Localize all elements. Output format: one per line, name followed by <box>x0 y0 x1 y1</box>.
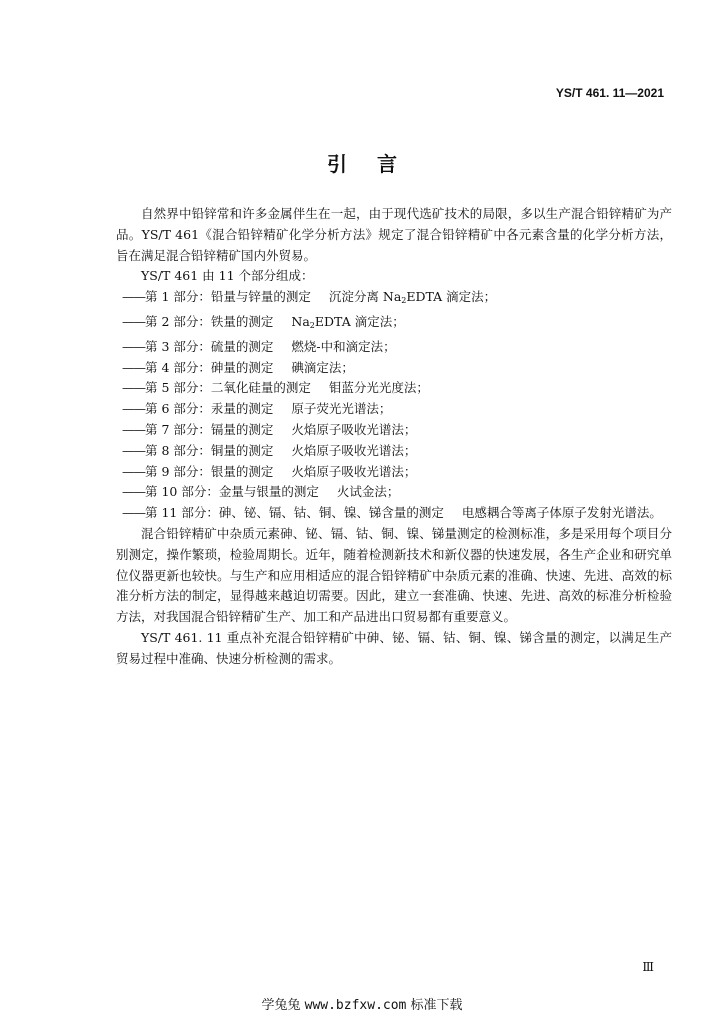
list-item <box>116 399 672 420</box>
list-item-method-subscript: 2 <box>309 320 315 330</box>
list-item-method: 火焰原子吸收光谱法； <box>291 421 417 437</box>
standard-number: YS/T 461. 11—2021 <box>555 86 664 100</box>
list-item-label: 第 4 部分：砷量的测定 <box>145 359 274 375</box>
footer <box>0 994 724 1013</box>
list-item-label: 第 2 部分：铁量的测定 <box>145 313 274 329</box>
document-body <box>116 204 672 670</box>
list-item <box>116 378 672 399</box>
list-item <box>116 462 672 483</box>
footer-url[interactable]: www.bzfxw.com <box>304 998 407 1013</box>
list-item <box>116 420 672 441</box>
list-item-label: 第 7 部分：镉量的测定 <box>145 421 274 437</box>
list-item-dash: —— <box>122 442 145 458</box>
list-item-dash: —— <box>122 289 145 305</box>
list-item-dash: —— <box>122 338 145 354</box>
list-item <box>116 358 672 379</box>
list-item-method-subscript: 2 <box>401 296 407 306</box>
page-title: 引言 <box>327 152 427 176</box>
list-item-method: 沉淀分离 Na <box>328 289 402 305</box>
list-item-label: 第 1 部分：铅量与锌量的测定 <box>145 289 311 305</box>
list-item-dash: —— <box>122 421 145 437</box>
paragraph-2: 混合铅锌精矿中杂质元素砷、铋、镉、钴、铜、镍、锑量测定的检测标准，多是采用每个项目分别测定，操作繁琐，检验周期长。近年，随着检测新技术和新仪器的快速发展，各生产企业和研究单位仪器更新也较快。与生产和应用相适应的混合铅锌精矿中杂质元素的准确、快速、先进、高效的标准分析方法的制定，显得越来越迫切需要。因此，建立一套准确、快速、先进、高效的标准分析检验方法，对我国混合铅锌精矿生产、加工和产品进出口贸易都有重要意义。 <box>116 525 672 625</box>
list-item-dash: —— <box>122 401 145 417</box>
list-item-method-suffix: EDTA 滴定法； <box>406 289 497 305</box>
list-item <box>116 503 672 524</box>
list-item <box>116 287 672 312</box>
list-item-method: 火焰原子吸收光谱法； <box>291 463 417 479</box>
list-item-label: 第 8 部分：铜量的测定 <box>145 442 274 458</box>
list-item-method: 钼蓝分光光度法； <box>328 380 429 396</box>
intro-paragraph: 自然界中铅锌常和许多金属伴生在一起，由于现代选矿技术的局限，多以生产混合铅锌精矿为产品。YS/T 461《混合铅锌精矿化学分析方法》规定了混合铅锌精矿中各元素含量的化学分析方法，旨在满足混合铅锌精矿国内外贸易。 <box>116 206 672 263</box>
list-item <box>116 312 672 337</box>
list-item-label: 第 10 部分：金量与银量的测定 <box>145 484 319 500</box>
footer-site-name: 学兔兔 <box>261 998 301 1013</box>
list-item-label: 第 9 部分：银量的测定 <box>145 463 274 479</box>
list-item-dash: —— <box>122 463 145 479</box>
paragraph-3: YS/T 461. 11 重点补充混合铅锌精矿中砷、铋、镉、钴、铜、镍、锑含量的测定，以满足生产贸易过程中准确、快速分析检测的需求。 <box>116 629 672 666</box>
list-item <box>116 441 672 462</box>
list-item-method: Na <box>291 313 310 329</box>
list-item-method: 火试金法； <box>336 484 400 500</box>
list-item-label: 第 11 部分：砷、铋、镉、钴、铜、镍、锑含量的测定 <box>145 505 444 521</box>
list-item-method: 火焰原子吸收光谱法； <box>291 442 417 458</box>
list-item-method-suffix: EDTA 滴定法； <box>314 313 405 329</box>
footer-slogan: 标准下载 <box>410 998 463 1013</box>
list-item-dash: —— <box>122 313 145 329</box>
list-item-dash: —— <box>122 505 145 521</box>
list-item-label: 第 6 部分：汞量的测定 <box>145 401 274 417</box>
list-item-label: 第 5 部分：二氧化硅量的测定 <box>145 380 311 396</box>
list-item <box>116 482 672 503</box>
list-item-method: 碘滴定法； <box>291 359 354 375</box>
parts-intro: YS/T 461 由 11 个部分组成： <box>141 268 314 284</box>
list-item-dash: —— <box>122 484 145 500</box>
list-item-dash: —— <box>122 380 145 396</box>
list-item-method: 电感耦合等离子体原子发射光谱法。 <box>461 505 662 521</box>
parts-list <box>116 287 672 524</box>
page-number: Ⅲ <box>642 960 654 974</box>
list-item <box>116 337 672 358</box>
list-item-dash: —— <box>122 359 145 375</box>
list-item-label: 第 3 部分：硫量的测定 <box>145 338 274 354</box>
list-item-method: 原子荧光光谱法； <box>291 401 392 417</box>
list-item-method: 燃烧-中和滴定法； <box>291 338 396 354</box>
